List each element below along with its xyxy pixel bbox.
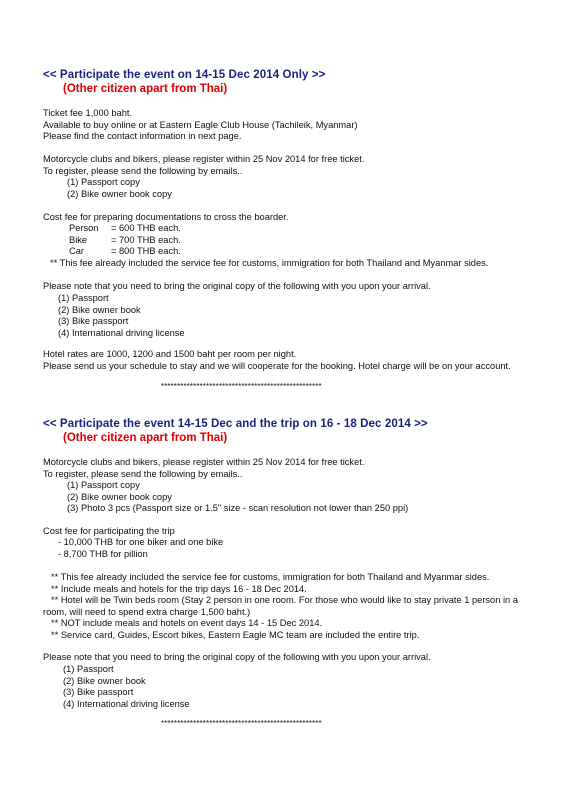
list-item: (4) International driving license [58,327,185,338]
note-line: ** Service card, Guides, Escort bikes, Eastern Eagle MC team are included the entire trip. [51,629,420,640]
note-line: ** This fee already included the service fee for customs, immigration for both Thailand and Myanmar sides. [51,572,490,582]
section1-register-info [43,154,364,177]
list-item: (1) Passport [63,664,114,674]
cost-label: Person [69,223,99,233]
text-line: Please send us your schedule to stay and we will cooperate for the booking. Hotel charge will be on your account. [43,360,511,371]
list-item: (1) Passport copy [67,177,140,187]
section1-cost-note: ** This fee already included the service fee for customs, immigration for both Thailand and Myanmar sides. [50,258,489,268]
text-line: Please find the contact information in next page. [43,131,242,142]
section1-bring-title: Please note that you need to bring the original copy of the following with you upon your arrival. [43,281,431,291]
list-item: (2) Bike owner book [58,304,141,315]
list-item: (2) Bike owner book [63,675,146,686]
section1-ticket-info [43,108,358,143]
note-line: room, will need to spend extra charge 1,500 baht.) [43,606,251,617]
text-line: Ticket fee 1,000 baht. [43,108,133,118]
cost-value: = 800 THB each. [111,246,181,257]
cost-value: = 700 THB each. [111,234,181,245]
text-line: Hotel rates are 1000, 1200 and 1500 baht per room per night. [43,349,297,359]
section1-subheading: (Other citizen apart from Thai) [63,83,228,95]
section2-notes [43,572,518,642]
separator: ************************************************** [161,719,322,728]
section2-bring-items [63,664,190,710]
list-item: (2) Bike owner book copy [67,491,172,502]
section1-register-items [67,177,172,200]
section2-cost-title: Cost fee for participating the trip [43,526,175,536]
text-line: Motorcycle clubs and bikers, please register within 25 Nov 2014 for free ticket. [43,154,365,164]
note-line: ** Include meals and hotels for the trip days 16 - 18 Dec 2014. [51,583,307,594]
note-line: ** Hotel will be Twin beds room (Stay 2 person in one room. For those who would like to stay private 1 person in a [51,595,518,606]
section1-heading: << Participate the event on 14-15 Dec 2014 Only >> [43,69,326,81]
list-item: (1) Passport [58,293,109,303]
section1-cost-title: Cost fee for preparing documentations to cross the boarder. [43,212,289,222]
text-line: To register, please send the following by emails.. [43,165,243,176]
note-line: ** NOT include meals and hotels on event days 14 - 15 Dec 2014. [51,618,323,629]
list-item: (4) International driving license [63,698,190,709]
text-line: To register, please send the following by emails.. [43,468,243,479]
list-item: (3) Bike passport [58,316,129,327]
separator: ************************************************** [161,382,322,391]
list-item: - 8,700 THB for pillion [58,548,148,559]
section2-cost-items [58,537,223,560]
section2-register-info [43,457,364,480]
section2-heading: << Participate the event 14-15 Dec and the trip on 16 - 18 Dec 2014 >> [43,418,428,430]
list-item: (1) Passport copy [67,480,140,490]
text-line: Motorcycle clubs and bikers, please register within 25 Nov 2014 for free ticket. [43,457,365,467]
list-item: - 10,000 THB for one biker and one bike [58,537,224,547]
cost-label: Bike [69,234,88,245]
text-line: Available to buy online or at Eastern Eagle Club House (Tachileik, Myanmar) [43,119,358,130]
cost-label: Car [69,246,84,257]
section1-cost-values [111,223,181,258]
list-item: (2) Bike owner book copy [67,188,172,199]
section1-cost-labels [69,223,98,258]
list-item: (3) Photo 3 pcs (Passport size or 1.5" size - scan resolution not lower than 250 ppi) [67,503,409,514]
cost-value: = 600 THB each. [111,223,181,233]
list-item: (3) Bike passport [63,687,134,698]
section1-bring-items [58,293,185,339]
section2-subheading: (Other citizen apart from Thai) [63,432,228,444]
section2-register-items [67,480,408,515]
section1-hotel-info [43,349,511,372]
section2-bring-title: Please note that you need to bring the original copy of the following with you upon your arrival. [43,652,431,662]
